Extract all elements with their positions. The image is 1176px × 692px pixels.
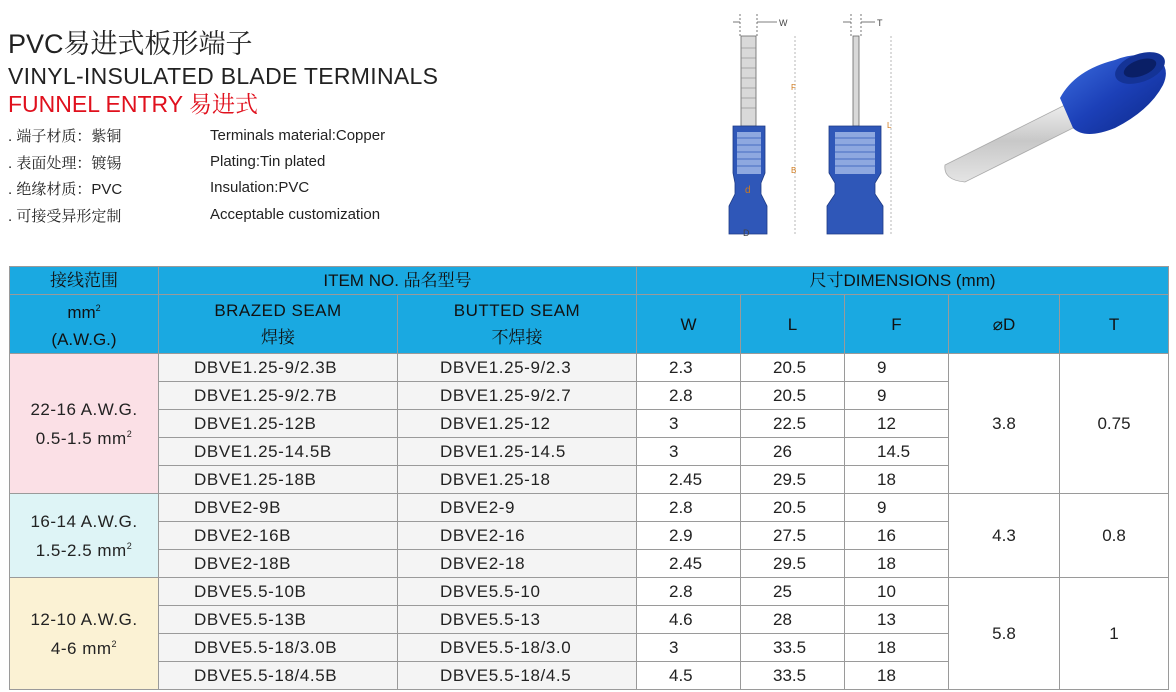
l-value: 20.5 [741,382,845,410]
w-value: 2.8 [637,382,741,410]
group-awg: 12-10 A.W.G. [30,609,138,629]
brazed-model: DBVE1.25-12B [159,410,398,438]
dim-l-label: L [887,121,892,130]
butted-model: DBVE1.25-9/2.7 [398,382,637,410]
butted-model: DBVE5.5-18/3.0 [398,634,637,662]
l-value: 29.5 [741,550,845,578]
butted-model: DBVE5.5-18/4.5 [398,662,637,690]
brazed-model: DBVE5.5-18/4.5B [159,662,398,690]
t-value: 0.8 [1060,494,1169,578]
spec-custom-cn: . 可接受异形定制 [8,208,122,225]
header-butted-en: BUTTED SEAM [453,301,581,320]
l-value: 29.5 [741,466,845,494]
brazed-model: DBVE1.25-14.5B [159,438,398,466]
butted-model: DBVE2-18 [398,550,637,578]
header-diameter-d: ⌀D [949,295,1060,354]
d-value: 4.3 [949,494,1060,578]
terminal-product-photo [925,40,1170,185]
group-range-22-16 [10,354,159,494]
group-mm-sup: 2 [126,428,133,439]
group-mm: 4-6 mm [50,638,112,658]
spec-material-en: Terminals material:Copper [210,127,386,144]
l-value: 22.5 [741,410,845,438]
w-value: 3 [637,438,741,466]
l-value: 27.5 [741,522,845,550]
funnel-entry-subtitle: FUNNEL ENTRY 易进式 [8,91,259,117]
w-value: 2.45 [637,466,741,494]
brazed-model: DBVE1.25-18B [159,466,398,494]
dim-d-small-label: d [745,185,751,196]
page-title-en: VINYL-INSULATED BLADE TERMINALS [8,63,439,89]
butted-model: DBVE2-16 [398,522,637,550]
brazed-model: DBVE5.5-13B [159,606,398,634]
dim-w-label: W [779,18,788,28]
header-brazed [159,295,398,354]
f-value: 18 [845,634,949,662]
header-butted [398,295,637,354]
dim-t-label: T [877,18,883,28]
header-brazed-cn: 焊接 [261,328,295,347]
butted-model: DBVE1.25-18 [398,466,637,494]
t-value: 1 [1060,578,1169,690]
brazed-model: DBVE2-9B [159,494,398,522]
w-value: 3 [637,634,741,662]
header-mm-sup: 2 [95,303,101,313]
l-value: 20.5 [741,494,845,522]
f-value: 14.5 [845,438,949,466]
t-value: 0.75 [1060,354,1169,494]
header-item-no: ITEM NO. 品名型号 [159,267,637,295]
spec-insulation-en: Insulation:PVC [210,179,310,196]
brazed-model: DBVE5.5-10B [159,578,398,606]
butted-model: DBVE1.25-14.5 [398,438,637,466]
f-value: 18 [845,662,949,690]
brazed-model: DBVE2-16B [159,522,398,550]
f-value: 18 [845,466,949,494]
page-title-cn: PVC易进式板形端子 [8,29,253,59]
w-value: 2.3 [637,354,741,382]
group-mm-sup: 2 [111,638,118,649]
l-value: 33.5 [741,634,845,662]
brazed-model: DBVE1.25-9/2.7B [159,382,398,410]
header-f: F [845,295,949,354]
table-row [10,494,1169,522]
w-value: 4.6 [637,606,741,634]
l-value: 26 [741,438,845,466]
header-wire-range: 接线范围 [10,267,159,295]
group-awg: 16-14 A.W.G. [30,511,138,531]
spec-plating-cn: . 表面处理：镀锡 [8,155,122,172]
w-value: 2.9 [637,522,741,550]
f-value: 13 [845,606,949,634]
w-value: 3 [637,410,741,438]
f-value: 16 [845,522,949,550]
header-t: T [1060,295,1169,354]
f-value: 9 [845,382,949,410]
butted-model: DBVE5.5-10 [398,578,637,606]
dim-b-label: B [791,166,797,175]
header-dimensions: 尺寸DIMENSIONS (mm) [637,267,1169,295]
group-range-12-10 [10,578,159,690]
butted-model: DBVE1.25-12 [398,410,637,438]
group-range-16-14 [10,494,159,578]
header-awg: (A.W.G.) [51,330,117,349]
l-value: 20.5 [741,354,845,382]
butted-model: DBVE1.25-9/2.3 [398,354,637,382]
group-mm: 1.5-2.5 mm [35,540,127,560]
l-value: 25 [741,578,845,606]
spec-plating-en: Plating:Tin plated [210,153,326,170]
d-value: 5.8 [949,578,1060,690]
header-mm-unit: mm [67,303,96,322]
spec-material-cn: . 端子材质：紫铜 [8,128,122,145]
dim-f-label: F [791,83,796,92]
header-brazed-en: BRAZED SEAM [214,301,342,320]
f-value: 9 [845,494,949,522]
f-value: 10 [845,578,949,606]
dim-d-label: D [743,228,750,238]
w-value: 2.45 [637,550,741,578]
f-value: 12 [845,410,949,438]
brazed-model: DBVE1.25-9/2.3B [159,354,398,382]
butted-model: DBVE5.5-13 [398,606,637,634]
header-l: L [741,295,845,354]
d-value: 3.8 [949,354,1060,494]
l-value: 28 [741,606,845,634]
f-value: 9 [845,354,949,382]
table-row [10,578,1169,606]
butted-model: DBVE2-9 [398,494,637,522]
group-awg: 22-16 A.W.G. [30,399,138,419]
header-mm2-awg [10,295,159,354]
spec-insulation-cn: . 绝缘材质：PVC [8,181,123,198]
terminal-dimension-drawing [715,8,905,240]
f-value: 18 [845,550,949,578]
group-mm: 0.5-1.5 mm [35,428,127,448]
header-w: W [637,295,741,354]
spec-custom-en: Acceptable customization [210,206,381,223]
table-row [10,354,1169,382]
w-value: 4.5 [637,662,741,690]
brazed-model: DBVE2-18B [159,550,398,578]
w-value: 2.8 [637,494,741,522]
brazed-model: DBVE5.5-18/3.0B [159,634,398,662]
w-value: 2.8 [637,578,741,606]
group-mm-sup: 2 [126,540,133,551]
l-value: 33.5 [741,662,845,690]
specification-table [9,266,1169,690]
header-butted-cn: 不焊接 [491,328,543,347]
